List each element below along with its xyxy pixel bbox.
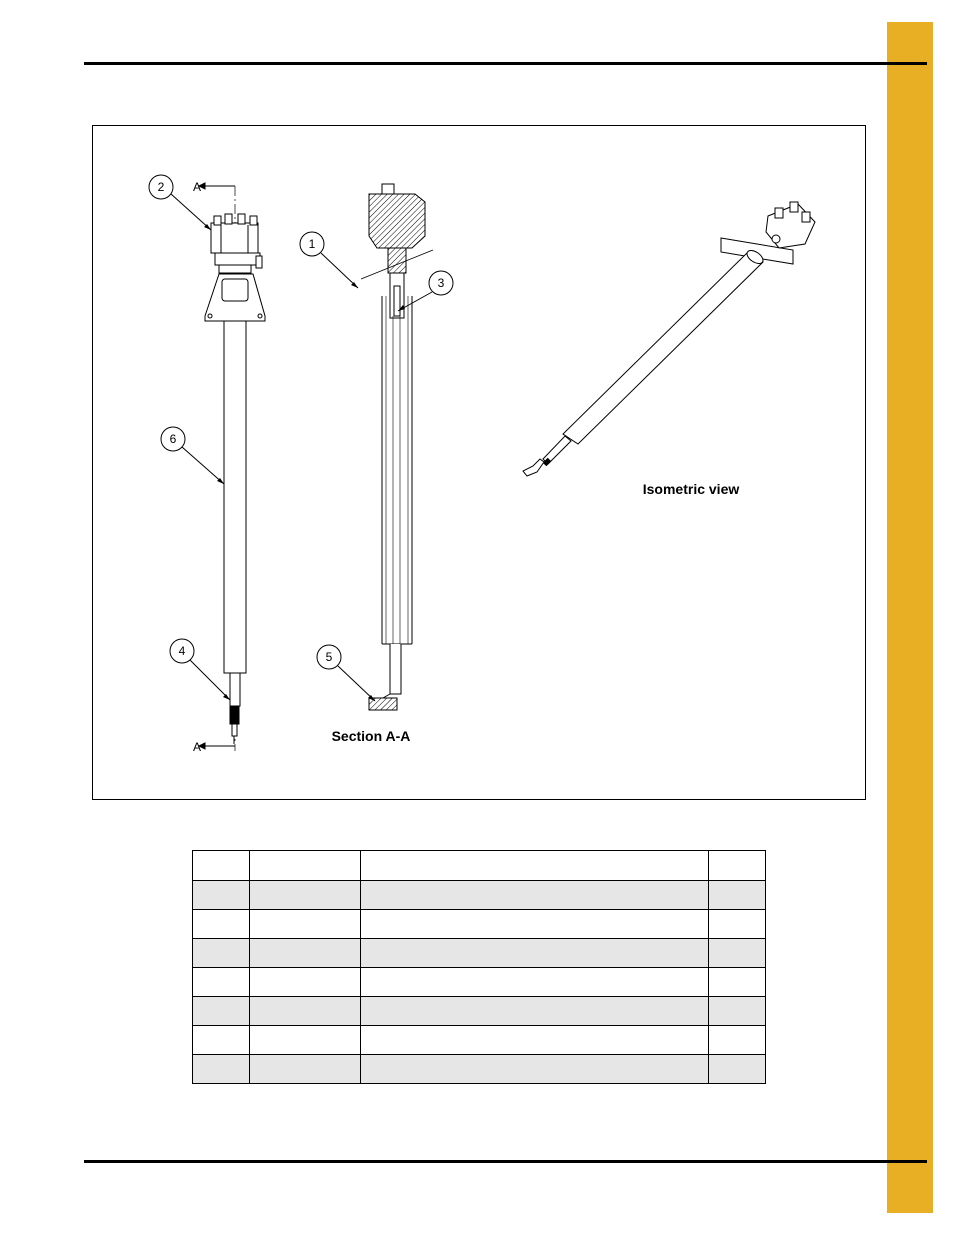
table-row <box>193 881 766 910</box>
callout-4-label: 4 <box>178 644 186 658</box>
callout-4 <box>170 639 230 700</box>
callout-3-label: 3 <box>437 276 445 290</box>
table-cell <box>709 910 766 939</box>
table-cell <box>193 997 250 1026</box>
callout-2-label: 2 <box>157 180 165 194</box>
table-cell <box>360 968 708 997</box>
callout-2 <box>149 175 211 230</box>
table-cell <box>249 1026 360 1055</box>
drawing-figure <box>92 125 866 800</box>
table-header-cell <box>249 851 360 881</box>
section-marker-top: A <box>193 180 202 194</box>
table-row <box>193 910 766 939</box>
table-cell <box>709 939 766 968</box>
table-cell <box>709 1055 766 1084</box>
isometric-view <box>523 202 815 476</box>
header-rule <box>84 62 927 65</box>
table-cell <box>360 910 708 939</box>
callout-6-label: 6 <box>169 432 177 446</box>
table-cell <box>193 1026 250 1055</box>
parts-table <box>192 850 766 1084</box>
table-header-row <box>193 851 766 881</box>
table-cell <box>249 968 360 997</box>
table-header-cell <box>709 851 766 881</box>
table-cell <box>360 997 708 1026</box>
table-cell <box>709 968 766 997</box>
table-cell <box>193 1055 250 1084</box>
chapter-tab <box>887 22 933 1213</box>
table-cell <box>360 881 708 910</box>
table-row <box>193 1055 766 1084</box>
table-cell <box>360 939 708 968</box>
section-view <box>361 184 433 710</box>
callout-5 <box>317 645 375 701</box>
table-cell <box>193 881 250 910</box>
table-cell <box>249 997 360 1026</box>
table-header-cell <box>193 851 250 881</box>
table-cell <box>249 1055 360 1084</box>
section-caption: Section A-A <box>331 728 411 744</box>
callout-5-label: 5 <box>325 650 333 664</box>
footer-rule <box>84 1160 927 1163</box>
table-row <box>193 968 766 997</box>
table-cell <box>709 997 766 1026</box>
table-cell <box>249 939 360 968</box>
side-view <box>199 183 265 751</box>
table-cell <box>709 1026 766 1055</box>
isometric-caption: Isometric view <box>642 481 740 497</box>
table-cell <box>193 939 250 968</box>
table-header-cell <box>360 851 708 881</box>
table-cell <box>709 881 766 910</box>
table-cell <box>249 881 360 910</box>
table-cell <box>360 1055 708 1084</box>
table-cell <box>193 968 250 997</box>
technical-drawing <box>93 126 867 801</box>
callout-1-label: 1 <box>308 237 316 251</box>
table-cell <box>249 910 360 939</box>
table-cell <box>193 910 250 939</box>
callout-3 <box>398 271 453 311</box>
table-row <box>193 1026 766 1055</box>
table-row <box>193 939 766 968</box>
callout-1 <box>300 232 358 288</box>
table-row <box>193 997 766 1026</box>
table-cell <box>360 1026 708 1055</box>
callout-6 <box>161 427 224 484</box>
section-marker-bottom: A <box>193 740 202 754</box>
